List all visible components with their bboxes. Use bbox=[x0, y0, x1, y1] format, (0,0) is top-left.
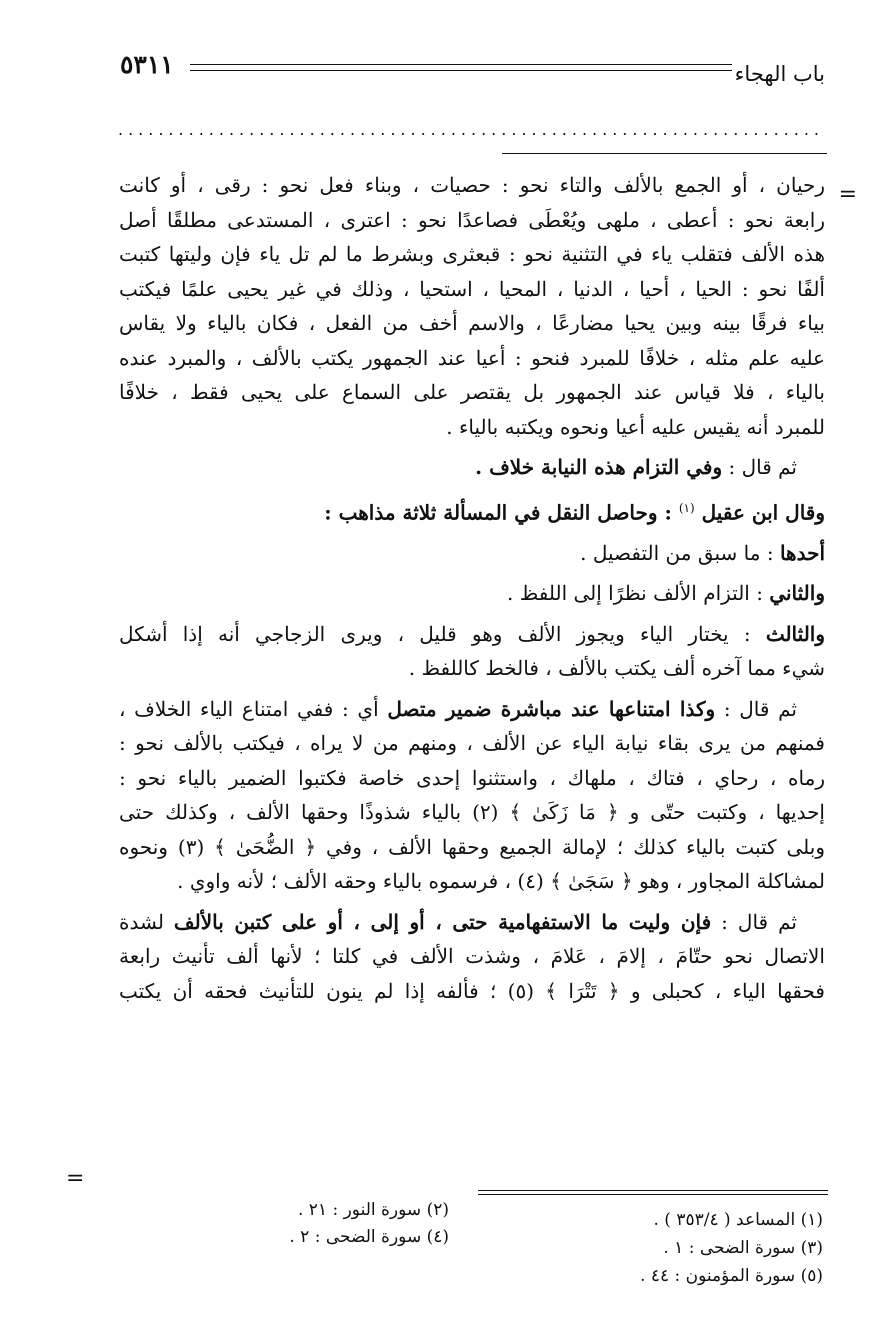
text-line: بالياء ، فلا قياس عند الجمهور بل يقتصر على السماع على يحيى فقط ، خلافًا bbox=[119, 380, 825, 404]
text-line: لمشاكلة المجاور ، وهو ﴿ سَجَىٰ ﴾ (٤) ، فرسموه بالياء وحقه الألف ؛ لأنه واوي . bbox=[177, 869, 825, 894]
text-line: بياء فرقًا بينه وبين يحيا مضارعًا ، والاسم أخف من الفعل ، فكان بالياء ولا يقاس bbox=[119, 311, 825, 335]
text-line: شيء مما آخره ألف يكتب بالألف ، فالخط كاللفظ . bbox=[408, 656, 825, 681]
paragraph-quote: ثم قال : وفي التزام هذه النيابة خلاف . bbox=[475, 455, 797, 479]
text-line: فمنهم من يرى بقاء نيابة الياء عن الألف ، ومنهم من لا يراه ، فيكتب بالألف نحو : bbox=[119, 731, 825, 756]
paragraph-ibn-aqil: وقال ابن عقيل $^{(١)}$ : وحاصل النقل في المسألة ثلاثة مذاهب : bbox=[324, 500, 825, 525]
paragraph-quote: ثم قال : وكذا امتناعها عند مباشرة ضمير متصل أي : ففي امتناع الياء الخلاف ، bbox=[119, 696, 797, 721]
text-line: إحديها ، وكتبت حتّى و ﴿ مَا زَكَىٰ ﴾ (٢) بالياء شذوذًا وحقها الألف ، وكذلك حتى bbox=[119, 800, 825, 825]
text-line: فحقها الياء ، كحبلى و ﴿ تَتْرَا ﴾ (٥) ؛ فألفه إذا لم ينون للتأنيث فحقه أن يكتب bbox=[119, 978, 825, 1003]
text-line: رابعة نحو : أعطى ، ملهى ويُعْطَى فصاعدًا نحو : اعترى ، المستدعى مطلقًا أصل bbox=[119, 207, 825, 232]
footnote-ref: (١) bbox=[678, 500, 695, 515]
text-line: للمبرد أنه يقيس عليه أعيا ونحوه ويكتبه بالياء . bbox=[446, 414, 825, 439]
chapter-title: باب الهجاء bbox=[734, 62, 825, 86]
header-rule bbox=[190, 64, 732, 71]
paragraph-third: والثالث : يختار الياء ويجوز الألف وهو قليل ، ويرى الزجاجي أنه إذا أشكل bbox=[119, 621, 825, 646]
footnote-1: (١) المساعد ( ٣٥٣/٤ ) . bbox=[653, 1210, 823, 1230]
paragraph-second: والثاني : التزام الألف نظرًا إلى اللفظ . bbox=[507, 581, 825, 606]
footnote-3: (٣) سورة الضحى : ١ . bbox=[663, 1238, 823, 1258]
text-line: وبلى كتبت بالياء كذلك ؛ لإمالة الجميع وحقها الألف ، وفي ﴿ الضُّحَىٰ ﴾ (٣) ونحوه bbox=[119, 834, 825, 859]
omission-dots: ...................................................................... bbox=[118, 120, 825, 139]
text-line: ألفًا نحو : الحيا ، أحيا ، الدنيا ، المحيا ، استحيا ، وذلك في غير يحيى علمًا فيكتب bbox=[119, 276, 825, 301]
footnote-4: (٤) سورة الضحى : ٢ . bbox=[289, 1227, 449, 1247]
continuation-mark-end: = bbox=[66, 1166, 85, 1191]
body-text bbox=[119, 168, 825, 1008]
text-line: رحيان ، أو الجمع بالألف والتاء نحو : حصيات ، وبناء فعل نحو : رقى ، أو كانت bbox=[119, 173, 825, 197]
text-line: عليه علم مثله ، خلافًا للمبرد فنحو : أعيا عند الجمهور يكتب بالألف ، والمبرد عنده bbox=[119, 345, 825, 370]
paragraph-first: أحدها : ما سبق من التفصيل . bbox=[580, 540, 825, 565]
footnote-5: (٥) سورة المؤمنون : ٤٤ . bbox=[640, 1266, 823, 1286]
text-line: هذه الألف فتقلب ياء في التثنية نحو : قبعثرى وبشرط ما لم تل ياء فإن وليتها كتبت bbox=[119, 242, 825, 266]
paragraph-quote: ثم قال : فإن وليت ما الاستفهامية حتى ، أو إلى ، أو على كتبن بالألف لشدة bbox=[119, 909, 797, 934]
page-number: ٥٣١١ bbox=[120, 50, 174, 79]
text-line: الاتصال نحو حتّامَ ، إلامَ ، عَلامَ ، وشذت الألف في كلتا ؛ لأنها ألف تأنيث رابعة bbox=[119, 944, 825, 969]
footnote-2: (٢) سورة النور : ٢١ . bbox=[297, 1200, 449, 1220]
footnote-rule bbox=[478, 1190, 828, 1195]
text-line: رماه ، رحاي ، فتاك ، ملهاك ، واستثنوا إحدى خاصة فكتبوا الضمير بالياء نحو : bbox=[119, 765, 825, 790]
continuation-mark: = bbox=[838, 182, 857, 207]
section-rule bbox=[502, 153, 827, 154]
